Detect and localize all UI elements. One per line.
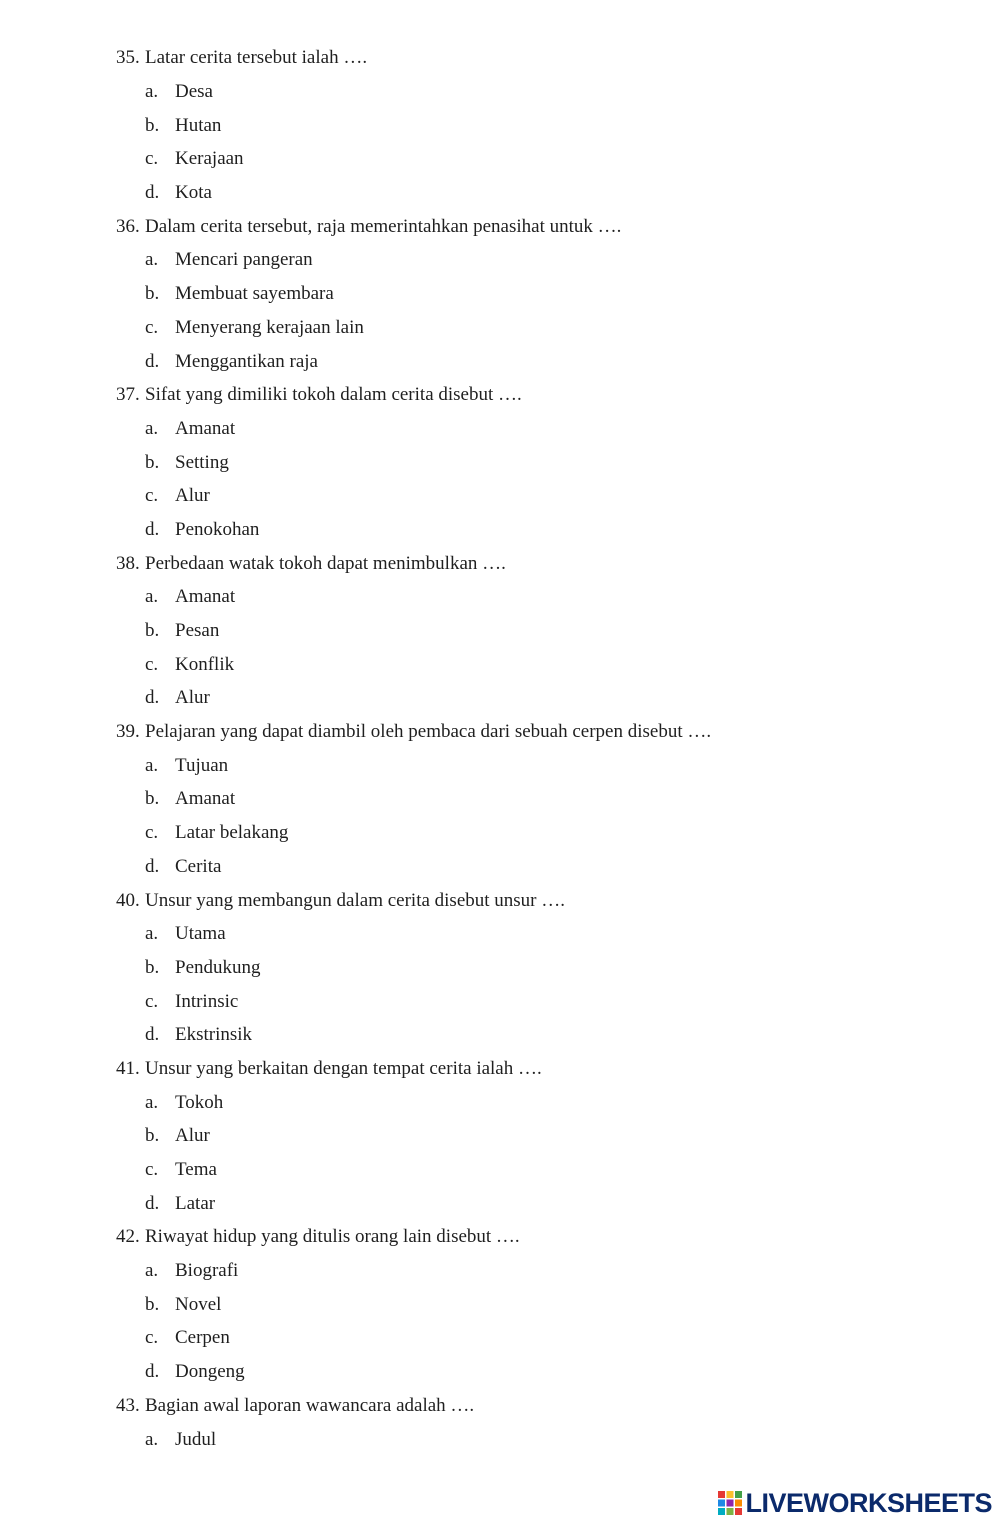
question-number: 39. (116, 721, 140, 743)
question-number: 40. (116, 889, 140, 911)
option-text: Alur (175, 485, 210, 507)
option-text: Intrinsic (175, 990, 239, 1012)
answer-option[interactable] (116, 75, 976, 109)
answer-option[interactable] (116, 1321, 976, 1355)
answer-option[interactable] (116, 176, 976, 210)
option-letter: a. (145, 249, 159, 271)
option-letter: c. (145, 822, 159, 844)
question-list (116, 41, 976, 1456)
option-letter: c. (145, 1159, 159, 1181)
option-letter: d. (145, 1192, 160, 1214)
answer-option[interactable] (116, 1254, 976, 1288)
answer-option[interactable] (116, 108, 976, 142)
option-letter: c. (145, 316, 159, 338)
option-letter: b. (145, 1293, 160, 1315)
answer-option[interactable] (116, 1153, 976, 1187)
question-item (116, 1052, 976, 1220)
answer-option[interactable] (116, 445, 976, 479)
option-text: Konflik (175, 653, 235, 675)
option-text: Kota (175, 182, 212, 204)
option-letter: a. (145, 923, 159, 945)
option-text: Alur (175, 687, 210, 709)
question-number: 35. (116, 47, 140, 69)
option-letter: a. (145, 417, 159, 439)
option-text: Latar belakang (175, 822, 289, 844)
option-text: Mencari pangeran (175, 249, 313, 271)
option-letter: a. (145, 81, 159, 103)
option-letter: a. (145, 1091, 159, 1113)
option-text: Amanat (175, 586, 236, 608)
option-text: Novel (175, 1293, 222, 1315)
question-number: 37. (116, 384, 140, 406)
option-text: Tema (175, 1159, 217, 1181)
option-letter: d. (145, 687, 160, 709)
answer-option[interactable] (116, 479, 976, 513)
question-stem (116, 1052, 976, 1086)
question-text: Pelajaran yang dapat diambil oleh pembaca dari sebuah cerpen disebut …. (145, 721, 712, 743)
option-letter: d. (145, 350, 160, 372)
answer-option[interactable] (116, 614, 976, 648)
question-item (116, 715, 976, 883)
option-text: Cerpen (175, 1327, 230, 1349)
answer-option[interactable] (116, 850, 976, 884)
answer-option[interactable] (116, 580, 976, 614)
question-text: Unsur yang berkaitan dengan tempat cerita ialah …. (145, 1057, 542, 1079)
option-letter: b. (145, 451, 160, 473)
answer-option[interactable] (116, 1119, 976, 1153)
answer-option[interactable] (116, 277, 976, 311)
question-stem (116, 1220, 976, 1254)
option-letter: c. (145, 1327, 159, 1349)
question-stem (116, 209, 976, 243)
answer-option[interactable] (116, 1085, 976, 1119)
answer-option[interactable] (116, 984, 976, 1018)
option-letter: c. (145, 990, 159, 1012)
answer-option[interactable] (116, 1287, 976, 1321)
option-letter: b. (145, 620, 160, 642)
question-number: 38. (116, 552, 140, 574)
option-letter: c. (145, 485, 159, 507)
option-text: Ekstrinsik (175, 1024, 253, 1046)
answer-option[interactable] (116, 311, 976, 345)
answer-option[interactable] (116, 748, 976, 782)
question-stem (116, 546, 976, 580)
option-letter: a. (145, 1260, 159, 1282)
question-item (116, 1220, 976, 1388)
option-text: Penokohan (175, 518, 260, 540)
option-letter: a. (145, 754, 159, 776)
answer-option[interactable] (116, 681, 976, 715)
option-list (116, 917, 976, 1052)
answer-option[interactable] (116, 1186, 976, 1220)
option-text: Amanat (175, 417, 236, 439)
option-letter: a. (145, 1428, 159, 1450)
option-list (116, 580, 976, 715)
answer-option[interactable] (116, 1422, 976, 1456)
question-item (116, 883, 976, 1051)
question-stem (116, 1389, 976, 1423)
question-number: 42. (116, 1226, 140, 1248)
option-text: Menyerang kerajaan lain (175, 316, 364, 338)
option-letter: b. (145, 1125, 160, 1147)
question-item (116, 41, 976, 209)
option-text: Latar (175, 1192, 216, 1214)
question-number: 36. (116, 215, 140, 237)
question-text: Dalam cerita tersebut, raja memerintahkan penasihat untuk …. (145, 215, 622, 237)
question-text: Sifat yang dimiliki tokoh dalam cerita disebut …. (145, 384, 522, 406)
question-text: Riwayat hidup yang ditulis orang lain disebut …. (145, 1226, 520, 1248)
option-letter: c. (145, 148, 159, 170)
option-letter: d. (145, 1361, 160, 1383)
liveworksheets-logo-icon (718, 1491, 742, 1515)
option-text: Tujuan (175, 754, 229, 776)
option-text: Hutan (175, 114, 222, 136)
option-text: Menggantikan raja (175, 350, 318, 372)
option-list (116, 243, 976, 378)
option-text: Utama (175, 923, 226, 945)
option-text: Dongeng (175, 1361, 245, 1383)
option-text: Tokoh (175, 1091, 224, 1113)
answer-option[interactable] (116, 1355, 976, 1389)
option-list (116, 412, 976, 547)
option-letter: d. (145, 518, 160, 540)
answer-option[interactable] (116, 782, 976, 816)
option-letter: d. (145, 855, 160, 877)
question-item (116, 378, 976, 546)
question-stem (116, 883, 976, 917)
question-stem (116, 715, 976, 749)
question-stem (116, 378, 976, 412)
answer-option[interactable] (116, 142, 976, 176)
question-stem (116, 41, 976, 75)
answer-option[interactable] (116, 647, 976, 681)
option-list (116, 1085, 976, 1220)
option-text: Pesan (175, 620, 220, 642)
option-text: Pendukung (175, 956, 261, 978)
answer-option[interactable] (116, 412, 976, 446)
question-item (116, 209, 976, 377)
question-item (116, 546, 976, 714)
question-item (116, 1389, 976, 1456)
option-letter: b. (145, 788, 160, 810)
question-number: 41. (116, 1057, 140, 1079)
option-letter: b. (145, 956, 160, 978)
option-list (116, 748, 976, 883)
option-letter: b. (145, 283, 160, 305)
option-letter: d. (145, 1024, 160, 1046)
option-letter: c. (145, 653, 159, 675)
answer-option[interactable] (116, 513, 976, 547)
option-text: Amanat (175, 788, 236, 810)
option-text: Setting (175, 451, 229, 473)
question-text: Perbedaan watak tokoh dapat menimbulkan …. (145, 552, 506, 574)
question-number: 43. (116, 1394, 140, 1416)
answer-option[interactable] (116, 344, 976, 378)
option-list (116, 1254, 976, 1389)
option-letter: d. (145, 182, 160, 204)
option-list (116, 1422, 976, 1456)
option-text: Biografi (175, 1260, 239, 1282)
answer-option[interactable] (116, 917, 976, 951)
option-letter: a. (145, 586, 159, 608)
option-letter: b. (145, 114, 160, 136)
answer-option[interactable] (116, 951, 976, 985)
question-text: Unsur yang membangun dalam cerita disebut unsur …. (145, 889, 566, 911)
option-text: Membuat sayembara (175, 283, 334, 305)
liveworksheets-branding[interactable] (718, 1488, 992, 1518)
question-text: Bagian awal laporan wawancara adalah …. (145, 1394, 475, 1416)
option-text: Desa (175, 81, 213, 103)
option-text: Cerita (175, 855, 222, 877)
answer-option[interactable] (116, 1018, 976, 1052)
answer-option[interactable] (116, 816, 976, 850)
option-list (116, 75, 976, 210)
branding-text: LIVEWORKSHEETS (745, 1487, 992, 1518)
question-text: Latar cerita tersebut ialah …. (145, 47, 368, 69)
option-text: Alur (175, 1125, 210, 1147)
answer-option[interactable] (116, 243, 976, 277)
option-text: Judul (175, 1428, 217, 1450)
option-text: Kerajaan (175, 148, 244, 170)
